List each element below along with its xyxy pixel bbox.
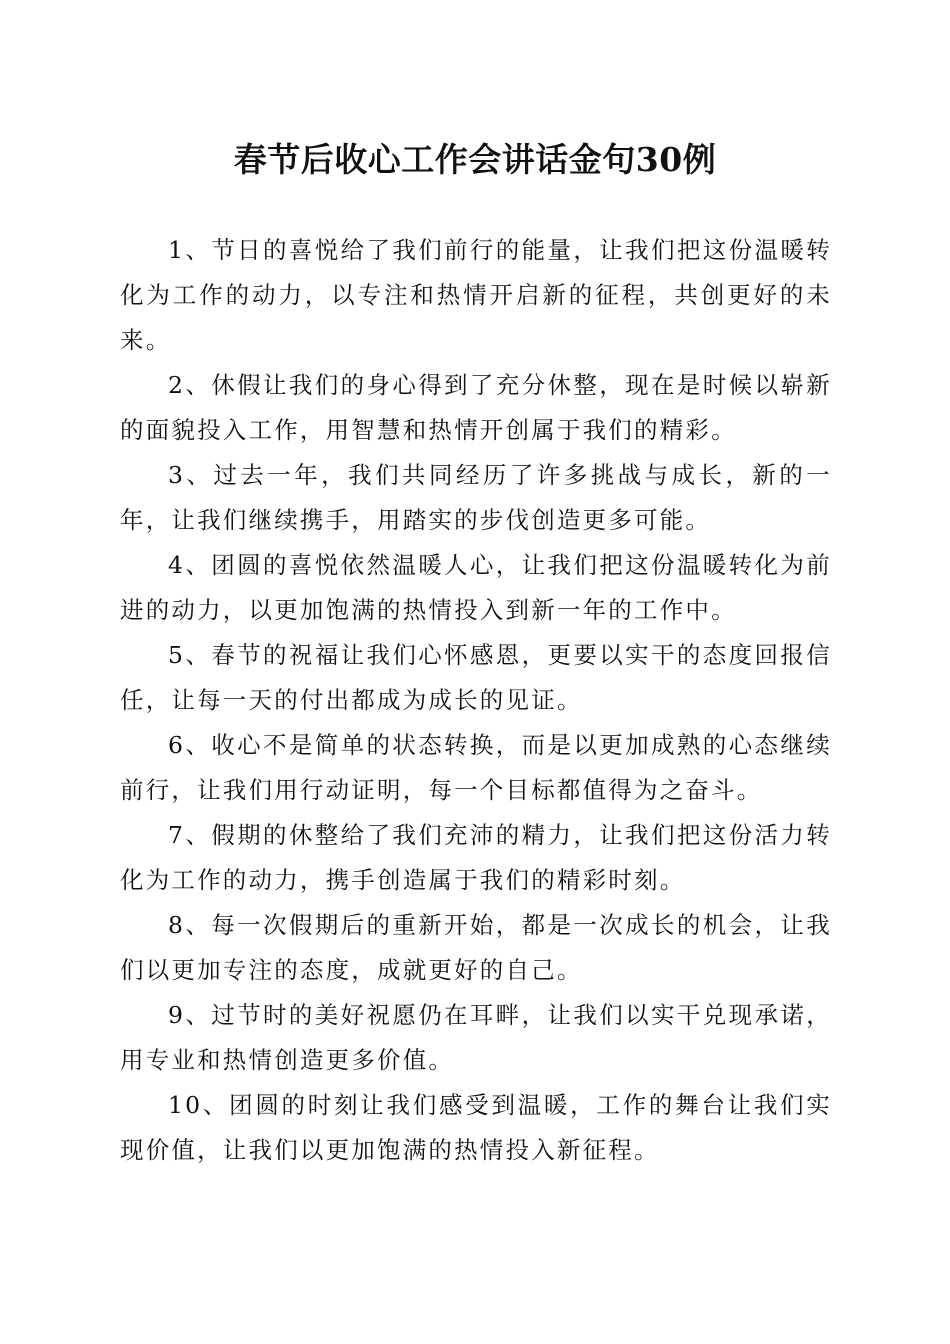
paragraph-6: 6、收心不是简单的状态转换，而是以更加成熟的心态继续前行，让我们用行动证明，每一个目标都值得为之奋斗。	[120, 731, 832, 804]
paragraph-7: 7、假期的休整给了我们充沛的精力，让我们把这份活力转化为工作的动力，携手创造属于我们的精彩时刻。	[120, 821, 832, 894]
paragraph-1: 1、节日的喜悦给了我们前行的能量，让我们把这份温暖转化为工作的动力，以专注和热情开启新的征程，共创更好的未来。	[120, 236, 832, 354]
paragraph-9: 9、过节时的美好祝愿仍在耳畔，让我们以实干兑现承诺，用专业和热情创造更多价值。	[120, 1001, 832, 1074]
paragraph-2: 2、休假让我们的身心得到了充分休整，现在是时候以崭新的面貌投入工作，用智慧和热情开创属于我们的精彩。	[120, 371, 832, 444]
paragraph-8: 8、每一次假期后的重新开始，都是一次成长的机会，让我们以更加专注的态度，成就更好的自己。	[120, 911, 832, 984]
paragraph-10: 10、团圆的时刻让我们感受到温暖，工作的舞台让我们实现价值，让我们以更加饱满的热情投入新征程。	[120, 1091, 832, 1164]
document-body	[120, 228, 832, 1173]
document-title: 春节后收心工作会讲话金句30例	[233, 140, 717, 179]
paragraph-5: 5、春节的祝福让我们心怀感恩，更要以实干的态度回报信任，让每一天的付出都成为成长的见证。	[120, 641, 832, 714]
paragraph-3: 3、过去一年，我们共同经历了许多挑战与成长，新的一年，让我们继续携手，用踏实的步伐创造更多可能。	[120, 461, 832, 534]
paragraph-4: 4、团圆的喜悦依然温暖人心，让我们把这份温暖转化为前进的动力，以更加饱满的热情投入到新一年的工作中。	[120, 551, 832, 624]
